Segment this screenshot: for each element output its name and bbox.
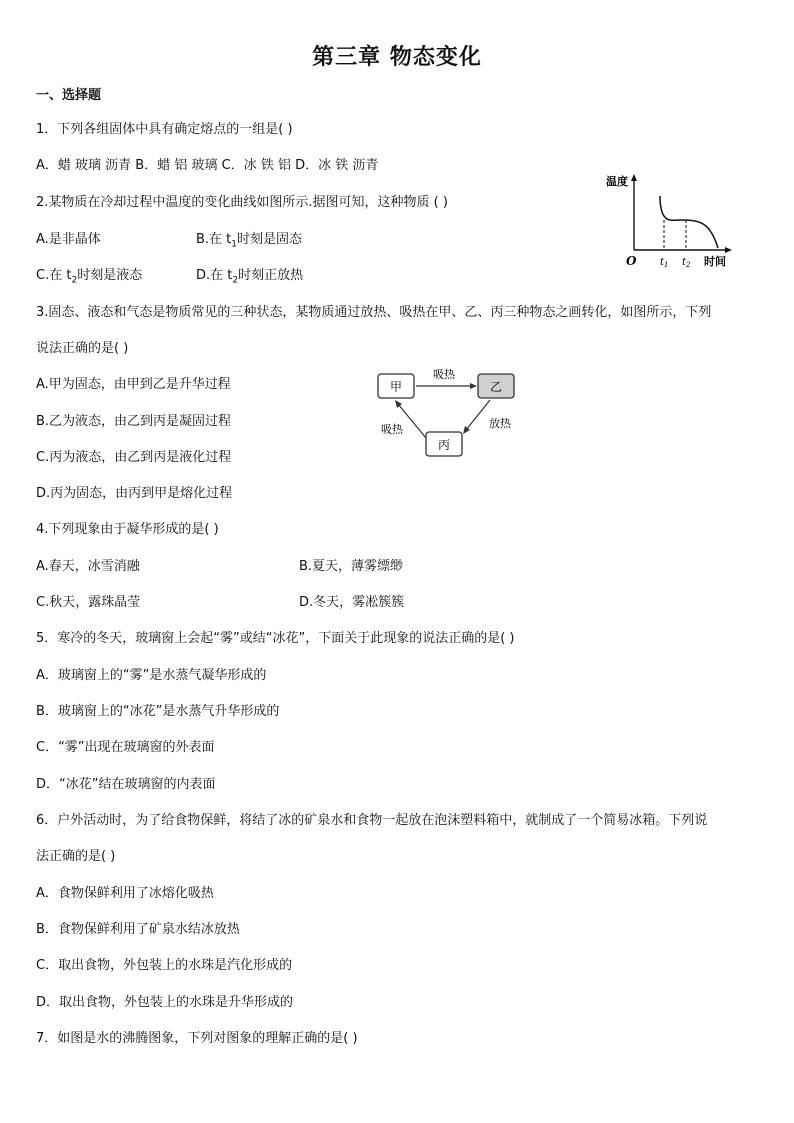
q5-option-b: B．玻璃窗上的“冰花”是水蒸气升华形成的 xyxy=(36,704,280,719)
q2-option-d: D.在 $t_2$时刻正放热 xyxy=(196,268,304,286)
q6-option-d: D．取出食物，外包装上的水珠是升华形成的 xyxy=(36,995,294,1010)
q5-stem: 5．寒冷的冬天，玻璃窗上会起“雾”或结“冰花”，下面关于此现象的说法正确的是( ) xyxy=(36,631,515,646)
q3-option-c: C.丙为液态，由乙到丙是液化过程 xyxy=(36,450,232,465)
diagram-label-release: 放热 xyxy=(489,417,511,430)
q3-stem-line1: 3.固态、液态和气态是物质常见的三种状态，某物质通过放热、吸热在甲、乙、丙三种物态之画转化，如图所示，下列 xyxy=(36,305,712,320)
q4-option-a: A.春天，冰雪消融 xyxy=(36,559,140,574)
diagram-node-yi: 乙 xyxy=(489,380,503,394)
q3-option-b: B.乙为液态，由乙到丙是凝固过程 xyxy=(36,414,232,429)
graph-origin: O xyxy=(626,254,637,268)
diagram-node-jia: 甲 xyxy=(389,380,403,394)
diagram-node-bing: 丙 xyxy=(437,438,451,452)
q3-stem-line2: 说法正确的是( ) xyxy=(36,341,129,356)
q1-stem: 1．下列各组固体中具有确定熔点的一组是( ) xyxy=(36,122,293,137)
q2-option-c: C.在 $t_2$时刻是液态 xyxy=(36,268,143,286)
q7-stem: 7．如图是水的沸腾图象，下列对图象的理解正确的是( ) xyxy=(36,1031,358,1046)
diagram-label-absorb-1: 吸热 xyxy=(433,368,455,381)
q5-option-d: D．“冰花”结在玻璃窗的内表面 xyxy=(36,777,216,792)
graph-ylabel: 温度 xyxy=(606,175,628,188)
q6-option-c: C．取出食物，外包装上的水珠是汽化形成的 xyxy=(36,958,293,973)
graph-xlabel: 时间 xyxy=(704,255,726,268)
q6-stem-line2: 法正确的是( ) xyxy=(36,849,116,864)
state-change-diagram xyxy=(372,360,522,460)
q2-option-b: B.在 $t_1$时刻是固态 xyxy=(196,232,303,250)
q4-option-b: B.夏天，薄雾缥缈 xyxy=(299,559,404,574)
section-heading: 一、选择题 xyxy=(36,88,102,103)
q3-option-d: D.丙为固态，由丙到甲是熔化过程 xyxy=(36,486,233,501)
q5-option-c: C．“雾”出现在玻璃窗的外表面 xyxy=(36,740,215,755)
q2-stem: 2.某物质在冷却过程中温度的变化曲线如图所示.据图可知，这种物质 ( ) xyxy=(36,195,448,210)
q1-options: A．蜡 玻璃 沥青 B．蜡 铝 玻璃 C．冰 铁 铝 D．冰 铁 沥青 xyxy=(36,158,379,173)
q3-option-a: A.甲为固态，由甲到乙是升华过程 xyxy=(36,377,231,392)
q4-option-c: C.秋天，露珠晶莹 xyxy=(36,595,141,610)
page-title: 第三章 物态变化 xyxy=(312,44,482,70)
q2-option-a: A.是非晶体 xyxy=(36,232,101,247)
q6-stem-line1: 6．户外活动时，为了给食物保鲜，将结了冰的矿泉水和食物一起放在泡沫塑料箱中，就制成了一个简易冰箱。下列说 xyxy=(36,813,708,828)
graph-t1-label: $t_1$ xyxy=(660,257,669,269)
q4-option-d: D.冬天，雾凇簇簇 xyxy=(299,595,405,610)
q5-option-a: A．玻璃窗上的“雾”是水蒸气凝华形成的 xyxy=(36,668,267,683)
q6-option-a: A．食物保鲜利用了冰熔化吸热 xyxy=(36,886,214,901)
q6-option-b: B．食物保鲜利用了矿泉水结冰放热 xyxy=(36,922,240,937)
cooling-curve-graph xyxy=(600,170,740,274)
q4-stem: 4.下列现象由于凝华形成的是( ) xyxy=(36,522,219,537)
graph-t2-label: $t_2$ xyxy=(682,257,691,269)
diagram-label-absorb-2: 吸热 xyxy=(381,423,403,436)
